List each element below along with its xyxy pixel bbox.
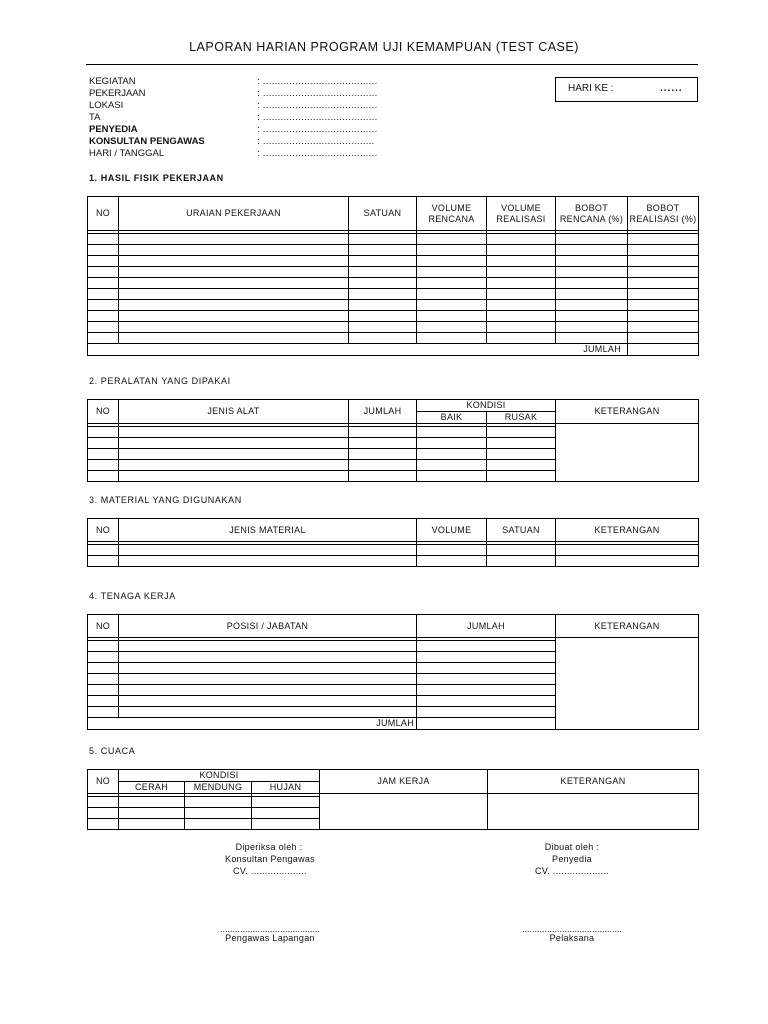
table-cell[interactable] [349,234,417,245]
info-label: TA [89,112,101,123]
table-cell[interactable] [417,267,487,278]
table-cell[interactable] [88,278,119,289]
hari-ke-box [555,77,698,102]
table-cell[interactable] [628,322,699,333]
title-underline [86,64,698,65]
table-cell[interactable] [119,234,349,245]
header-line: RENCANA [428,213,475,224]
table-cell[interactable] [628,278,699,289]
table-cell[interactable] [185,797,252,808]
section-2-title: 2. PERALATAN YANG DIPAKAI [89,376,231,386]
table-cell[interactable] [417,685,556,696]
info-value[interactable]: : ....................................... [257,88,378,99]
sig-left-company[interactable]: CV. .................... [233,866,307,876]
table-cell[interactable] [628,300,699,311]
table-cell[interactable] [88,245,119,256]
col-header-cerah: CERAH [119,782,185,794]
table-cell[interactable] [487,278,556,289]
hari-ke-label: HARI KE : [568,83,614,94]
sig-right-company[interactable]: CV. .................... [535,866,609,876]
table-cell[interactable] [417,245,487,256]
col-header-hujan: HUJAN [252,782,320,794]
table-cell[interactable] [119,808,185,819]
table-cell[interactable] [487,311,556,322]
table-row [88,556,699,567]
table-cell[interactable] [487,245,556,256]
table-cell[interactable] [88,685,119,696]
table-cell[interactable] [556,556,699,567]
table-cell[interactable] [119,707,417,718]
col-header-jumlah: JUMLAH [417,615,556,638]
table-row [88,300,699,311]
table-cell[interactable] [487,289,556,300]
col-header-keterangan: KETERANGAN [556,615,699,638]
table-cell[interactable] [556,278,628,289]
signature-left [170,842,370,943]
table-cell[interactable] [119,289,349,300]
table-cell[interactable] [88,322,119,333]
table-cell[interactable] [119,449,349,460]
col-header-rusak: RUSAK [487,412,556,424]
table-cell[interactable] [119,256,349,267]
sig-right-blank[interactable]: ........................................ [521,924,623,934]
table-cell[interactable] [119,333,349,344]
table-cell[interactable] [417,333,487,344]
table-row [88,256,699,267]
col-header-jam-kerja: JAM KERJA [320,770,488,794]
sig-left-role: Konsultan Pengawas [225,854,315,864]
table-cell[interactable] [185,808,252,819]
table-cell[interactable] [119,471,349,482]
total-row [88,344,699,356]
table-row [88,545,699,556]
table-cell[interactable] [349,471,417,482]
table-cell[interactable] [556,234,628,245]
table-cell[interactable] [88,256,119,267]
keterangan-cell[interactable] [488,794,699,830]
col-header-volume: VOLUME [417,519,487,542]
table-row [88,245,699,256]
table-cell[interactable] [119,311,349,322]
table-cell[interactable] [349,311,417,322]
col-header-bobot-rencana [556,197,628,231]
section-4-title: 4. TENAGA KERJA [89,591,176,601]
table-cell[interactable] [88,707,119,718]
table-cell[interactable] [119,245,349,256]
table-row [88,267,699,278]
table-header-row [88,615,699,638]
table-cell[interactable] [349,256,417,267]
table-row [88,333,699,344]
table-cell[interactable] [88,819,119,830]
section-5-title: 5. CUACA [89,746,136,756]
table-cell[interactable] [119,267,349,278]
table-cell[interactable] [417,427,487,438]
table-row [88,311,699,322]
col-header-satuan: SATUAN [349,197,417,231]
col-header-no: NO [88,770,119,794]
table-cell[interactable] [119,438,349,449]
table-cell[interactable] [487,427,556,438]
table-cell[interactable] [628,245,699,256]
table-row [88,289,699,300]
header-line: BOBOT [574,202,608,213]
total-value[interactable] [417,718,556,730]
table-cell[interactable] [417,545,487,556]
table-cell[interactable] [487,322,556,333]
table-cell[interactable] [417,696,556,707]
table-cell[interactable] [88,300,119,311]
col-header-baik: BAIK [417,412,487,424]
col-header-no: NO [88,615,119,638]
table-cell[interactable] [556,289,628,300]
table-cell[interactable] [88,438,119,449]
table-cell[interactable] [417,449,487,460]
table-cell[interactable] [88,289,119,300]
table-cell[interactable] [185,819,252,830]
table-cell[interactable] [119,300,349,311]
info-label: HARI / TANGGAL [89,148,165,159]
table-cell[interactable] [88,556,119,567]
table-cell[interactable] [119,797,185,808]
total-row-blank [88,344,556,356]
col-header-volume-realisasi [487,197,556,231]
tenaga-kerja-table [87,614,699,730]
table-row [88,322,699,333]
col-header-kondisi: KONDISI [417,400,556,412]
table-cell[interactable] [88,267,119,278]
peralatan-table [87,399,699,482]
table-cell[interactable] [417,556,487,567]
page-title: LAPORAN HARIAN PROGRAM UJI KEMAMPUAN (TEST CASE) [189,40,579,54]
section-1-title: 1. HASIL FISIK PEKERJAAN [89,173,224,183]
table-cell[interactable] [487,556,556,567]
info-row-pekerjaan [89,88,378,100]
table-cell[interactable] [119,427,349,438]
col-header-no: NO [88,400,119,424]
total-label: JUMLAH [556,344,628,356]
table-cell[interactable] [417,438,487,449]
table-cell[interactable] [417,289,487,300]
table-cell[interactable] [252,808,320,819]
table-cell[interactable] [349,333,417,344]
col-header-no: NO [88,519,119,542]
table-cell[interactable] [349,460,417,471]
table-cell[interactable] [556,311,628,322]
table-cell[interactable] [487,460,556,471]
table-cell[interactable] [417,234,487,245]
table-cell[interactable] [349,427,417,438]
table-cell[interactable] [88,311,119,322]
info-value[interactable]: : ...................................... [257,136,375,147]
info-label: PENYEDIA [89,124,138,135]
table-cell[interactable] [349,300,417,311]
info-value[interactable]: : ....................................... [257,148,378,159]
header-line: BOBOT [646,202,680,213]
table-cell[interactable] [417,311,487,322]
table-cell[interactable] [119,663,417,674]
col-header-volume-rencana [417,197,487,231]
table-cell[interactable] [628,333,699,344]
table-cell[interactable] [119,556,417,567]
table-cell[interactable] [556,256,628,267]
table-cell[interactable] [628,289,699,300]
table-cell[interactable] [88,652,119,663]
info-row-hari-tanggal [89,148,378,160]
table-cell[interactable] [487,234,556,245]
table-cell[interactable] [487,438,556,449]
table-cell[interactable] [119,322,349,333]
table-cell[interactable] [417,471,487,482]
table-cell[interactable] [628,267,699,278]
info-label: PEKERJAAN [89,88,146,99]
cuaca-table [87,769,699,830]
table-cell[interactable] [417,256,487,267]
col-header-uraian: URAIAN PEKERJAAN [119,197,349,231]
total-value[interactable] [628,344,699,356]
table-cell[interactable] [119,674,417,685]
table-row [88,234,699,245]
col-header-satuan: SATUAN [487,519,556,542]
table-cell[interactable] [417,278,487,289]
header-line: REALISASI (%) [629,213,697,224]
table-cell[interactable] [556,245,628,256]
table-cell[interactable] [349,322,417,333]
info-value[interactable]: : ....................................... [257,100,378,111]
table-cell[interactable] [88,460,119,471]
info-value[interactable]: : ....................................... [257,124,378,135]
table-cell[interactable] [487,545,556,556]
table-cell[interactable] [556,545,699,556]
table-cell[interactable] [417,674,556,685]
table-cell[interactable] [628,234,699,245]
table-header-row [88,770,699,782]
section-3-title: 3. MATERIAL YANG DIGUNAKAN [89,495,242,505]
table-cell[interactable] [556,267,628,278]
sig-right-heading: Dibuat oleh : [544,842,600,852]
signature-right [472,842,672,943]
table-cell[interactable] [417,460,487,471]
col-header-kondisi: KONDISI [119,770,320,782]
col-header-jenis-material: JENIS MATERIAL [119,519,417,542]
table-cell[interactable] [119,460,349,471]
table-cell[interactable] [487,267,556,278]
info-value[interactable]: : ....................................... [257,76,378,87]
table-cell[interactable] [119,641,417,652]
sig-right-name: Pelaksana [549,933,595,943]
table-cell[interactable] [417,652,556,663]
table-cell[interactable] [88,471,119,482]
table-row [88,278,699,289]
table-cell[interactable] [88,333,119,344]
table-cell[interactable] [88,808,119,819]
table-cell[interactable] [349,289,417,300]
table-cell[interactable] [119,685,417,696]
col-header-keterangan: KETERANGAN [556,400,699,424]
table-cell[interactable] [556,322,628,333]
table-cell[interactable] [417,322,487,333]
info-row-penyedia [89,124,378,136]
col-header-jenis-alat: JENIS ALAT [119,400,349,424]
col-header-bobot-realisasi [628,197,699,231]
table-header-row [88,197,699,231]
table-cell[interactable] [349,267,417,278]
info-row-ta [89,112,378,124]
col-header-jumlah: JUMLAH [349,400,417,424]
col-header-posisi: POSISI / JABATAN [119,615,417,638]
col-header-keterangan: KETERANGAN [488,770,699,794]
table-cell[interactable] [88,427,119,438]
sig-left-blank[interactable]: ........................................ [219,924,321,934]
table-cell[interactable] [349,245,417,256]
table-cell[interactable] [119,545,417,556]
sig-left-name: Pengawas Lapangan [225,933,315,943]
info-row-konsultan [89,136,375,148]
sig-left-heading: Diperiksa oleh : [235,842,303,852]
hari-ke-value[interactable]: ...... [660,83,683,94]
info-row-lokasi [89,100,378,112]
table-cell[interactable] [119,819,185,830]
header-line: REALISASI [496,213,546,224]
info-label: LOKASI [89,100,124,111]
header-line: RENCANA (%) [559,213,624,224]
info-row-kegiatan [89,76,378,88]
table-cell[interactable] [119,278,349,289]
jam-kerja-cell[interactable] [320,794,488,830]
table-cell[interactable] [487,256,556,267]
table-cell[interactable] [349,278,417,289]
table-cell[interactable] [628,256,699,267]
table-cell[interactable] [88,449,119,460]
col-header-no: NO [88,197,119,231]
table-cell[interactable] [417,707,556,718]
table-cell[interactable] [349,438,417,449]
keterangan-cell[interactable] [556,638,699,730]
hasil-fisik-table [87,196,699,356]
total-label: JUMLAH [88,718,417,730]
col-header-mendung: MENDUNG [185,782,252,794]
table-cell[interactable] [487,300,556,311]
table-header-row [88,519,699,542]
table-cell[interactable] [487,471,556,482]
table-cell[interactable] [628,311,699,322]
table-cell[interactable] [252,797,320,808]
col-header-keterangan: KETERANGAN [556,519,699,542]
table-cell[interactable] [417,663,556,674]
table-cell[interactable] [487,449,556,460]
table-cell[interactable] [119,696,417,707]
table-cell[interactable] [556,333,628,344]
table-cell[interactable] [88,234,119,245]
info-label: KONSULTAN PENGAWAS [89,136,205,147]
table-cell[interactable] [417,641,556,652]
table-cell[interactable] [88,641,119,652]
table-cell[interactable] [487,333,556,344]
table-cell[interactable] [252,819,320,830]
table-cell[interactable] [556,300,628,311]
table-cell[interactable] [349,449,417,460]
table-cell[interactable] [88,797,119,808]
header-line: VOLUME [501,202,541,213]
table-cell[interactable] [119,652,417,663]
table-cell[interactable] [88,696,119,707]
table-cell[interactable] [417,300,487,311]
table-cell[interactable] [88,674,119,685]
material-table [87,518,699,567]
table-cell[interactable] [88,663,119,674]
info-value[interactable]: : ....................................... [257,112,378,123]
table-header-row [88,400,699,412]
keterangan-cell[interactable] [556,424,699,482]
table-cell[interactable] [88,545,119,556]
header-line: VOLUME [431,202,472,213]
sig-right-role: Penyedia [552,854,592,864]
info-label: KEGIATAN [89,76,136,87]
